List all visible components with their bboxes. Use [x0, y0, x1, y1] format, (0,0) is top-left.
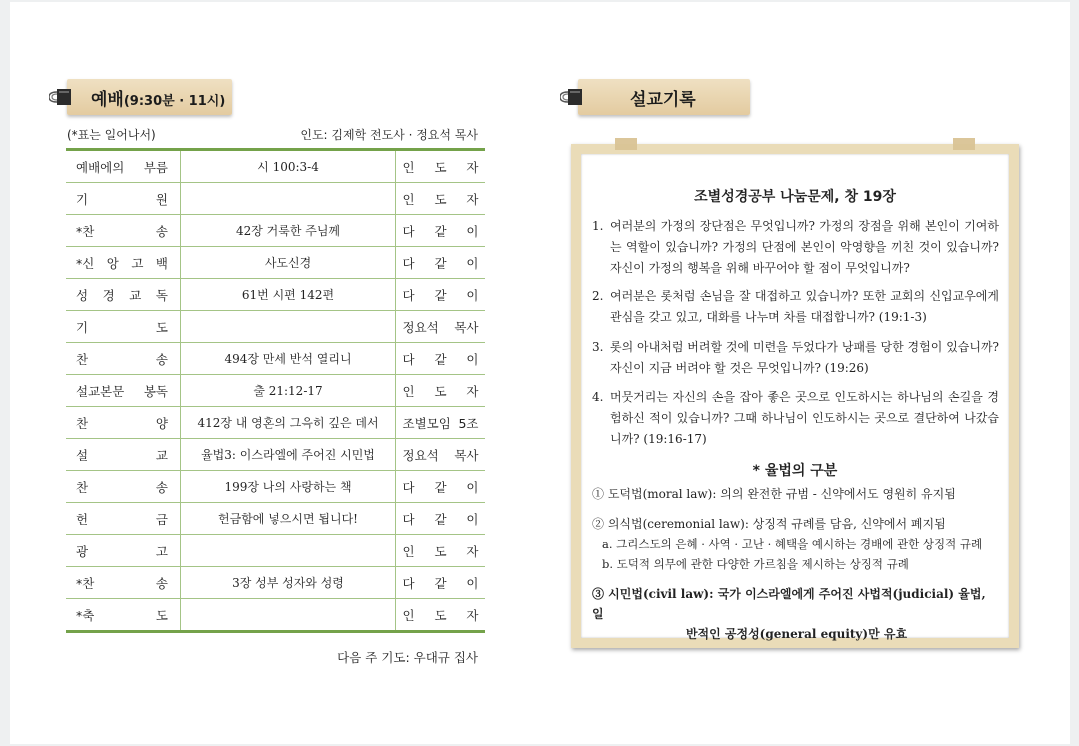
order-by-text: 다 같 이	[402, 479, 479, 495]
order-by	[396, 471, 486, 503]
ceremonial-law-heading: ② 의식법(ceremonial law): 상징적 규례를 담음, 신약에서 폐지됨	[592, 517, 946, 531]
order-content: 출 21:12-17	[181, 375, 396, 407]
order-item: *찬 송	[66, 215, 181, 247]
sermon-record-frame	[571, 144, 1019, 648]
question-text: 여러분은 롯처럼 손님을 잘 대접하고 있습니까? 또한 교회의 신입교우에게 관심을 갖고 있고, 대화를 나누며 차를 대접합니까? (19:1-3)	[610, 289, 999, 324]
question-number: 1.	[592, 219, 604, 233]
order-item: 기 원	[66, 183, 181, 215]
sermon-record-content	[581, 154, 1009, 641]
order-item: 헌 금	[66, 503, 181, 535]
order-content: 율법3: 이스라엘에 주어진 시민법	[181, 439, 396, 471]
order-item: 찬 양	[66, 407, 181, 439]
order-by	[396, 503, 486, 535]
order-item: *신 앙 고 백	[66, 247, 181, 279]
order-item: 예배에의 부름	[66, 150, 181, 183]
order-content: 61번 시편 142편	[181, 279, 396, 311]
order-row	[66, 375, 485, 407]
sermon-header-tab	[578, 79, 750, 115]
order-item: *축 도	[66, 599, 181, 632]
order-by-text: 다 같 이	[402, 287, 479, 303]
order-content: 사도신경	[181, 247, 396, 279]
order-row	[66, 247, 485, 279]
order-content: 494장 만세 반석 열리니	[181, 343, 396, 375]
order-by	[396, 407, 486, 439]
order-by	[396, 215, 486, 247]
binder-clip-icon	[49, 86, 79, 108]
order-content: 412장 내 영혼의 그윽히 깊은 데서	[181, 407, 396, 439]
order-by	[396, 279, 486, 311]
ceremonial-law-sub-b: b. 도덕적 의무에 관한 다양한 가르침을 제시하는 상징적 규례	[602, 557, 909, 571]
order-row	[66, 535, 485, 567]
order-by-text: 조별모임 5조	[402, 415, 479, 431]
order-by	[396, 375, 486, 407]
order-by-text: 다 같 이	[402, 575, 479, 591]
order-row	[66, 567, 485, 599]
order-row	[66, 311, 485, 343]
moral-law-item: ① 도덕법(moral law): 의의 완전한 규범 - 신약에서도 영원히 유지됨	[592, 487, 956, 501]
question-2	[592, 286, 999, 328]
order-item: 설교본문 봉독	[66, 375, 181, 407]
order-item: 성 경 교 독	[66, 279, 181, 311]
order-content: 199장 나의 사랑하는 책	[181, 471, 396, 503]
order-row	[66, 503, 485, 535]
order-row	[66, 279, 485, 311]
bulletin-page	[10, 2, 1070, 744]
order-content	[181, 311, 396, 343]
tape-decoration	[953, 138, 975, 150]
worship-header-tab	[67, 79, 232, 115]
order-row	[66, 343, 485, 375]
order-row	[66, 439, 485, 471]
study-title: 조별성경공부 나눔문제, 창 19장	[694, 189, 896, 205]
worship-title	[91, 85, 225, 110]
order-by-text: 인 도 자	[402, 543, 479, 559]
order-by-text: 인 도 자	[402, 159, 479, 175]
order-by	[396, 247, 486, 279]
question-1	[592, 216, 999, 279]
law-division-title: * 율법의 구분	[752, 463, 838, 479]
order-content: 3장 성부 성자와 성령	[181, 567, 396, 599]
order-by-text: 정요석 목사	[402, 447, 479, 463]
order-content: 헌금함에 넣으시면 됩니다!	[181, 503, 396, 535]
order-item: 설 교	[66, 439, 181, 471]
order-by-text: 인 도 자	[402, 383, 479, 399]
order-by	[396, 567, 486, 599]
order-item: 찬 송	[66, 343, 181, 375]
leaders-note: 인도: 김제학 전도사 · 정요석 목사	[300, 128, 478, 142]
question-number: 3.	[592, 340, 604, 354]
civil-law-item	[592, 584, 1001, 644]
question-3	[592, 337, 999, 379]
order-by-text: 다 같 이	[402, 351, 479, 367]
order-content	[181, 535, 396, 567]
question-text: 롯의 아내처럼 버려할 것에 미련을 두었다가 낭패를 당한 경험이 있습니까? 자신이 지금 버려야 할 것은 무엇입니까? (19:26)	[610, 340, 999, 375]
order-content: 시 100:3-4	[181, 150, 396, 183]
order-row	[66, 150, 485, 183]
order-content	[181, 599, 396, 632]
order-by-text: 다 같 이	[402, 511, 479, 527]
worship-title-main: 예배	[91, 90, 124, 110]
ceremonial-law-sub-a: a. 그리스도의 은혜 · 사역 · 고난 · 혜택을 예시하는 경배에 관한 상징적 규례	[602, 537, 983, 551]
tape-decoration	[615, 138, 637, 150]
order-by	[396, 311, 486, 343]
order-item: 기 도	[66, 311, 181, 343]
order-by-text: 인 도 자	[402, 607, 479, 623]
worship-time: (9:30분 · 11시)	[123, 94, 226, 109]
order-row	[66, 471, 485, 503]
order-by-text: 다 같 이	[402, 223, 479, 239]
civil-law-line-1: ③ 시민법(civil law): 국가 이스라엘에게 주어진 사법적(judicial) 율법, 일	[592, 587, 986, 621]
order-by	[396, 599, 486, 632]
order-item: *찬 송	[66, 567, 181, 599]
order-row	[66, 183, 485, 215]
next-prayer-note: 다음 주 기도: 우대규 집사	[337, 650, 478, 665]
order-by	[396, 183, 486, 215]
order-content: 42장 거룩한 주님께	[181, 215, 396, 247]
order-by	[396, 535, 486, 567]
order-row	[66, 215, 485, 247]
sermon-title: 설교기록	[630, 90, 696, 110]
order-by	[396, 439, 486, 471]
worship-order-table	[66, 148, 485, 633]
order-item: 찬 송	[66, 471, 181, 503]
order-by	[396, 343, 486, 375]
question-number: 2.	[592, 289, 604, 303]
civil-law-line-2: 반적인 공정성(general equity)만 유효	[685, 627, 908, 641]
order-row	[66, 599, 485, 632]
order-content	[181, 183, 396, 215]
order-by-text: 다 같 이	[402, 255, 479, 271]
standing-note: (*표는 일어나서)	[67, 128, 156, 142]
binder-clip-icon	[560, 86, 590, 108]
order-row	[66, 407, 485, 439]
order-by	[396, 150, 486, 183]
question-text: 여러분의 가정의 장단점은 무엇입니까? 가정의 장점을 위해 본인이 기여하는 역할이 있습니까? 가정의 단점에 본인이 악영향을 끼친 것이 있습니까? 자신이 가정의 행복을 위해 바꾸어야 할 점이 무엇입니까?	[610, 219, 999, 275]
question-text: 머뭇거리는 자신의 손을 잡아 좋은 곳으로 인도하시는 하나님의 손길을 경험하신 적이 있습니까? 그때 하나님이 인도하시는 곳으로 결단하여 나갔습니까? (19:16-17)	[610, 390, 999, 446]
order-by-text: 인 도 자	[402, 191, 479, 207]
question-4	[592, 387, 999, 450]
order-item: 광 고	[66, 535, 181, 567]
question-number: 4.	[592, 390, 604, 404]
ceremonial-law-item	[592, 514, 1001, 574]
order-by-text: 정요석 목사	[402, 319, 479, 335]
